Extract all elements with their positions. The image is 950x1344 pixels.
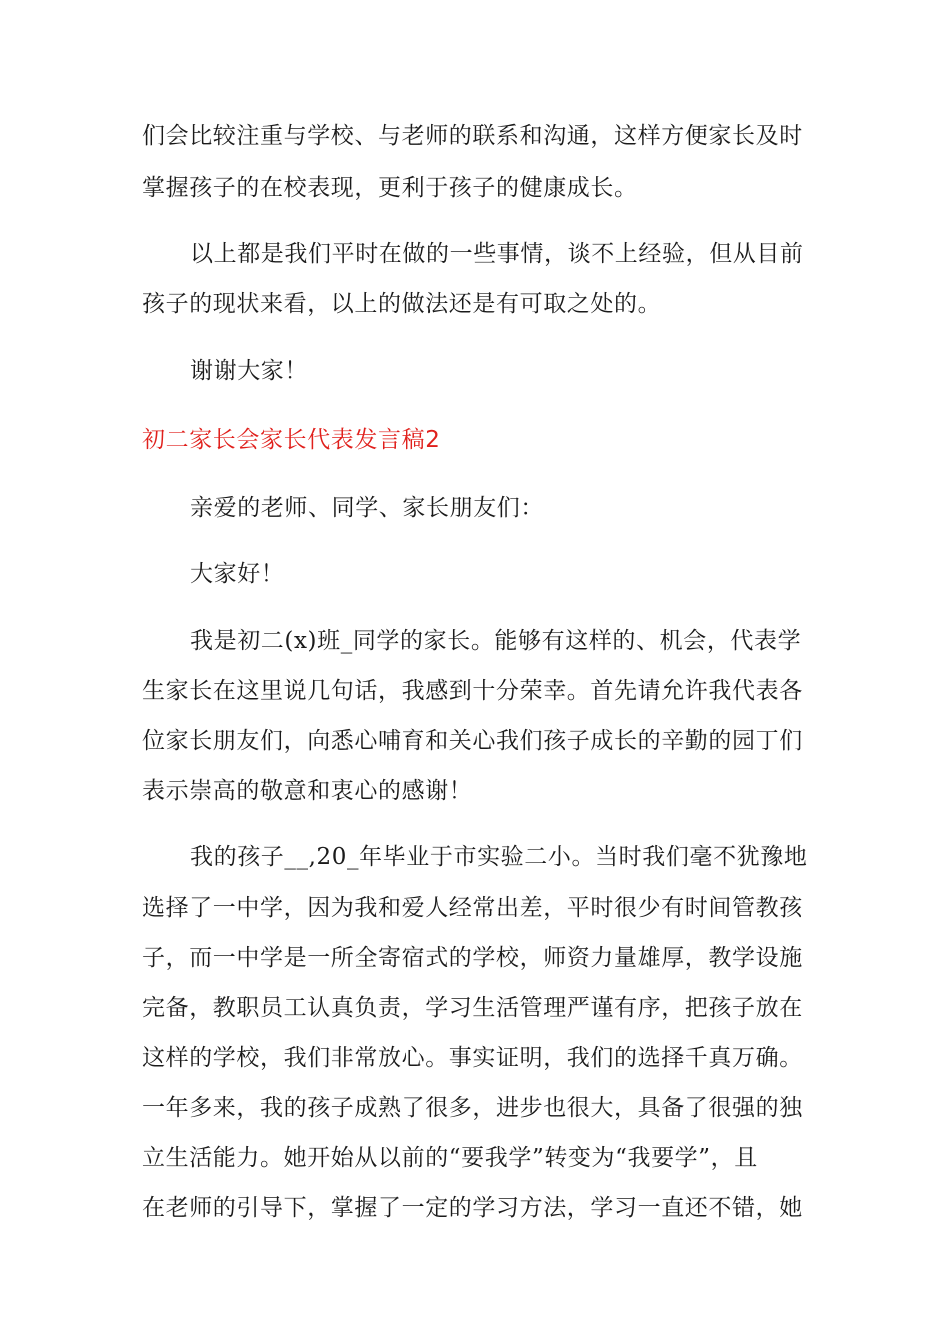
paragraph-5-line-8: 在老师的引导下，掌握了一定的学习方法，学习一直还不错，她: [142, 1195, 803, 1221]
salutation: 亲爱的老师、同学、家长朋友们：: [190, 495, 544, 521]
paragraph-5-line-2: 选择了一中学，因为我和爱人经常出差，平时很少有时间管教孩: [142, 895, 803, 921]
paragraph-5-line-4: 完备，教职员工认真负责，学习生活管理严谨有序，把孩子放在: [142, 995, 803, 1021]
paragraph-4-line-2: 生家长在这里说几句话，我感到十分荣幸。首先请允许我代表各: [142, 678, 803, 704]
paragraph-5-line-1: 我的孩子__,20_年毕业于市实验二小。当时我们毫不犹豫地: [190, 844, 808, 870]
paragraph-5-line-3: 子，而一中学是一所全寄宿式的学校，师资力量雄厚，教学设施: [142, 945, 803, 971]
paragraph-5-line-5: 这样的学校，我们非常放心。事实证明，我们的选择千真万确。: [142, 1045, 803, 1071]
paragraph-2-line-2: 孩子的现状来看，以上的做法还是有可取之处的。: [142, 291, 662, 317]
paragraph-5-line-6: 一年多来，我的孩子成熟了很多，进步也很大，具备了很强的独: [142, 1095, 803, 1121]
paragraph-4-line-3: 位家长朋友们，向悉心哺育和关心我们孩子成长的辛勤的园丁们: [142, 728, 803, 754]
section-heading: 初二家长会家长代表发言稿2: [142, 427, 441, 453]
paragraph-5-line-7: 立生活能力。她开始从以前的“要我学”转变为“我要学”，且: [142, 1145, 758, 1171]
paragraph-4-line-1: 我是初二(x)班_同学的家长。能够有这样的、机会，代表学: [190, 628, 802, 654]
closing-thanks: 谢谢大家！: [190, 358, 308, 384]
paragraph-2-line-1: 以上都是我们平时在做的一些事情，谈不上经验，但从目前: [190, 241, 804, 267]
paragraph-4-line-4: 表示崇高的敬意和衷心的感谢！: [142, 778, 473, 804]
paragraph-1-line-1: 们会比较注重与学校、与老师的联系和沟通，这样方便家长及时: [142, 123, 803, 149]
paragraph-1-line-2: 掌握孩子的在校表现，更利于孩子的健康成长。: [142, 175, 638, 201]
greeting: 大家好！: [190, 561, 285, 587]
